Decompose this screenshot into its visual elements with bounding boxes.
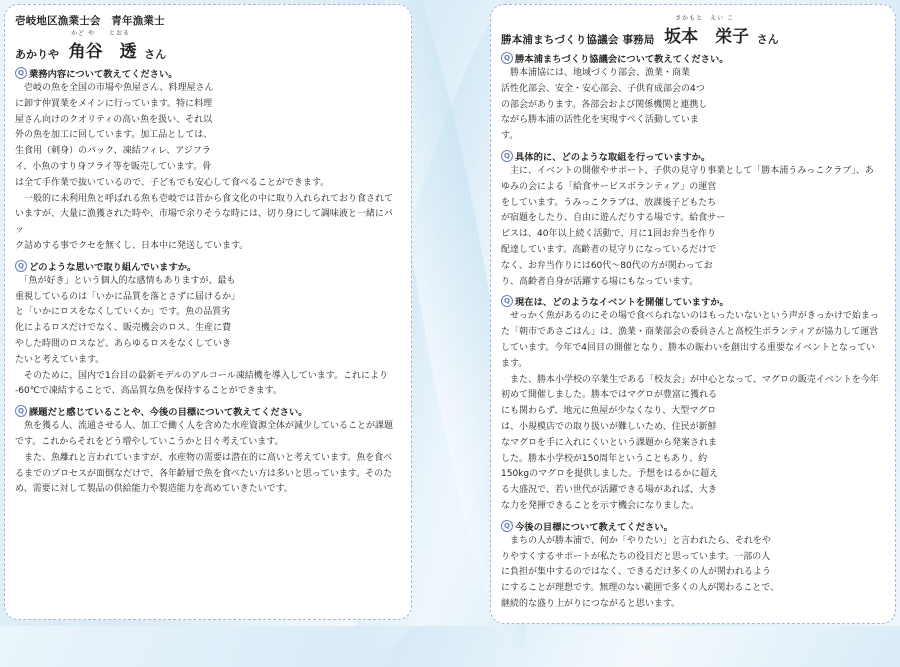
left-article-panel: [4, 4, 412, 620]
q-icon: Q: [501, 52, 513, 64]
right-answer-paragraph: [501, 373, 885, 515]
question-text: 業務内容について教えてください。: [29, 69, 178, 80]
answer-line: に負担が集中するのではなく、できるだけ多くの人が関われるよう: [501, 567, 771, 578]
answer-line: た「朝市であさごはん」は、漁業・商業部会の委員さんと高校生ボランティアが協力して運営: [501, 327, 879, 338]
question-text: どのような思いで取り組んでいますか。: [29, 261, 197, 273]
left-answer-paragraph: [15, 192, 401, 255]
answer-line: そのために、国内で1台目の最新モデルのアルコール凍結機を導入しています。これにより: [15, 370, 389, 381]
answer-line: な力を発揮できることを示す機会になりました。: [501, 500, 700, 511]
answer-line: す。: [501, 131, 519, 142]
answer-line: ます。: [501, 358, 528, 369]
answer-line: です。これからそれをどう増やしていこうかと日々考えています。: [15, 436, 284, 447]
right-question-3: [501, 294, 885, 308]
answer-line: り、高齢者自身が活躍する場にもなっています。: [501, 276, 699, 287]
answer-line: -60℃で凍結することで、高品質な魚を保持することができます。: [15, 386, 282, 397]
right-sections: [501, 51, 885, 613]
answer-line: にすることが理想です。無理のない範囲で多くの人が関わることで、: [501, 583, 780, 594]
answer-line: の部会があります。各部会および関係機関と連携し: [501, 99, 708, 110]
left-name-row: [15, 30, 401, 62]
answer-line: 重視しているのは「いかに品質を落とさずに届けるか」: [15, 291, 241, 302]
answer-line: 外の魚を加工に回しています。加工品としては、: [15, 130, 213, 141]
right-answer-paragraph: [501, 66, 885, 145]
right-answer-paragraph: [501, 534, 885, 613]
answer-line: 壱岐の魚を全国の市場や魚屋さん、料理屋さん: [15, 83, 214, 93]
answer-line: は、小規模店での取り扱いが難しいため、住民が新鮮: [501, 421, 717, 432]
answer-line: 「魚が好き」という個人的な感情もありますが、最も: [15, 275, 236, 286]
answer-line: は全て手作業で抜いているので、子どもでも安心して食べることができます。: [15, 177, 330, 188]
answer-line: 化によるロスだけでなく、販売機会のロス、生産に費: [15, 323, 232, 334]
right-question-1: [501, 51, 885, 65]
question-text: 勝本浦まちづくり協議会について教えてください。: [515, 54, 729, 65]
answer-line: にも関わらず、地元に魚屋が少なくなり、大型マグロ: [501, 406, 717, 417]
answer-line: る大盛況で、若い世代が活躍できる場があれば、大き: [501, 485, 717, 496]
right-name-row: [501, 15, 885, 47]
left-answer-paragraph: [15, 274, 401, 369]
answer-line: 魚を獲る人、流通させる人、加工で働く人を含めた水産資源全体が減少していることが課題: [15, 421, 394, 432]
question-text: 現在は、どのようなイベントを開催していますか。: [515, 297, 729, 309]
left-person-name: 角谷 透: [68, 42, 137, 62]
answer-line: せっかく魚があるのにその場で食べられないのはもったいないという声がきっかけで始まっ: [501, 311, 879, 322]
right-answer-paragraph: [501, 309, 885, 372]
answer-line: 勝本浦協には、地域づくり部会、漁業・商業: [501, 68, 691, 78]
right-name-reading: さかもと えい こ: [675, 15, 735, 22]
answer-line: 150kgのマグロを提供しました。予想をはるかに超え: [501, 469, 719, 480]
question-text: 具体的に、どのような取組を行っていますか。: [515, 151, 711, 163]
q-icon: Q: [15, 260, 27, 272]
answer-line: に卸す仲買業をメインに行っています。特に料理: [15, 98, 213, 109]
answer-line: また、魚離れと言われていますが、水産物の需要は潜在的に高いと考えています。魚を食べ: [15, 452, 393, 463]
answer-line: 継続的な盛り上がりにつながると思います。: [501, 598, 681, 609]
left-suffix: さん: [144, 48, 167, 61]
answer-line: した。勝本小学校が150周年ということもあり、約: [501, 453, 708, 464]
answer-line: まちの人が勝本浦で、何か「やりたい」と言われたら、それをや: [501, 535, 771, 546]
right-article-panel: [490, 4, 896, 624]
answer-line: 活性化部会、安全・安心部会、子供育成部会の4つ: [501, 83, 705, 94]
q-icon: Q: [501, 150, 513, 162]
left-question-2: [15, 259, 401, 273]
answer-line: ビスは、40年以上続く活動で、月に1回お弁当を作り: [501, 229, 716, 240]
answer-line: をしています。うみっこクラブは、放課後子どもたち: [501, 197, 717, 208]
right-person-name: 坂本 栄子: [664, 27, 750, 47]
left-question-1: [15, 66, 401, 80]
q-icon: Q: [501, 295, 513, 307]
left-answer-paragraph: [15, 369, 401, 401]
right-organization: 勝本浦まちづくり協議会 事務局: [501, 34, 655, 46]
left-answer-paragraph: [15, 451, 401, 498]
answer-line: イ、小魚のすり身フライ等を販売しています。骨: [15, 161, 212, 172]
answer-line: 生食用（刺身）のパック、凍結フィレ、アジフラ: [15, 146, 211, 157]
answer-line: また、勝本小学校の卒業生である「校友会」が中心となって、マグロの販売イベントを今年: [501, 374, 879, 385]
answer-line: 主に、イベントの開催やサポート、子供の見守り事業として「勝本浦うみっこクラブ」、あ: [501, 165, 874, 176]
answer-line: るまでのプロセスが面倒なだけで、各年齢層で魚を食べたい方は多いと思っています。そのた: [15, 468, 393, 479]
answer-line: たいと考えています。: [15, 354, 105, 365]
q-icon: Q: [15, 67, 27, 79]
answer-line: 初めて開催しました。勝本ではマグロが豊富に獲れる: [501, 390, 718, 401]
answer-line: やした時間のロスなど、あらゆるロスをなくしていき: [15, 338, 232, 349]
q-icon: Q: [501, 520, 513, 532]
left-answer-paragraph: [15, 81, 401, 192]
left-organization: 壱岐地区漁業士会 青年漁業士: [15, 15, 165, 27]
answer-line: いますが、大量に漁獲された時や、市場で余りそうな時には、切り身にして調味液と一緒にパッ: [15, 209, 393, 236]
left-sections: [15, 66, 401, 498]
left-answer-paragraph: [15, 419, 401, 451]
left-company: あかりや: [15, 48, 59, 61]
answer-line: と「いかにロスをなくしていくか」です。魚の品質劣: [15, 307, 231, 318]
right-question-2: [501, 149, 885, 163]
answer-line: りやすくするサポートが私たちの役目だと思っています。一部の人: [501, 551, 771, 562]
left-question-3: [15, 404, 401, 418]
answer-line: ク詰めする事でクセを無くし、日本中に発送しています。: [15, 240, 249, 251]
left-name-reading: かど や とおる: [71, 30, 131, 37]
answer-line: 配達しています。高齢者の見守りになっているだけで: [501, 244, 717, 255]
right-question-4: [501, 519, 885, 533]
answer-line: なく、お弁当作りには60代～80代の方が関わってお: [501, 260, 713, 271]
answer-line: ながら勝本浦の活性化を実現すべく活動していま: [501, 115, 699, 126]
answer-line: ゆみの会による「給食サービスボランティア」の運営: [501, 181, 717, 192]
question-text: 課題だと感じていることや、今後の目標について教えてください。: [29, 407, 308, 419]
answer-line: め、需要に対して製品の供給能力や製造能力を高めていきたいです。: [15, 484, 293, 495]
right-answer-paragraph: [501, 164, 885, 290]
answer-line: が宿題をしたり、自由に遊んだりする場です。給食サー: [501, 213, 726, 224]
answer-line: 一般的に未利用魚と呼ばれる魚も壱岐では昔から食文化の中に取り入れられており食されて: [15, 193, 394, 204]
question-text: 今後の目標について教えてください。: [515, 521, 673, 533]
answer-line: なマグロを手に入れにくいという課題から発案されま: [501, 437, 718, 448]
answer-line: 屋さん向けのクオリティの高い魚を扱い、それ以: [15, 114, 213, 125]
answer-line: しています。今年で4回目の開催となり、勝本の賑わいを創出する重要なイベントとなってい: [501, 342, 876, 353]
q-icon: Q: [15, 405, 27, 417]
right-suffix: さん: [756, 33, 779, 46]
